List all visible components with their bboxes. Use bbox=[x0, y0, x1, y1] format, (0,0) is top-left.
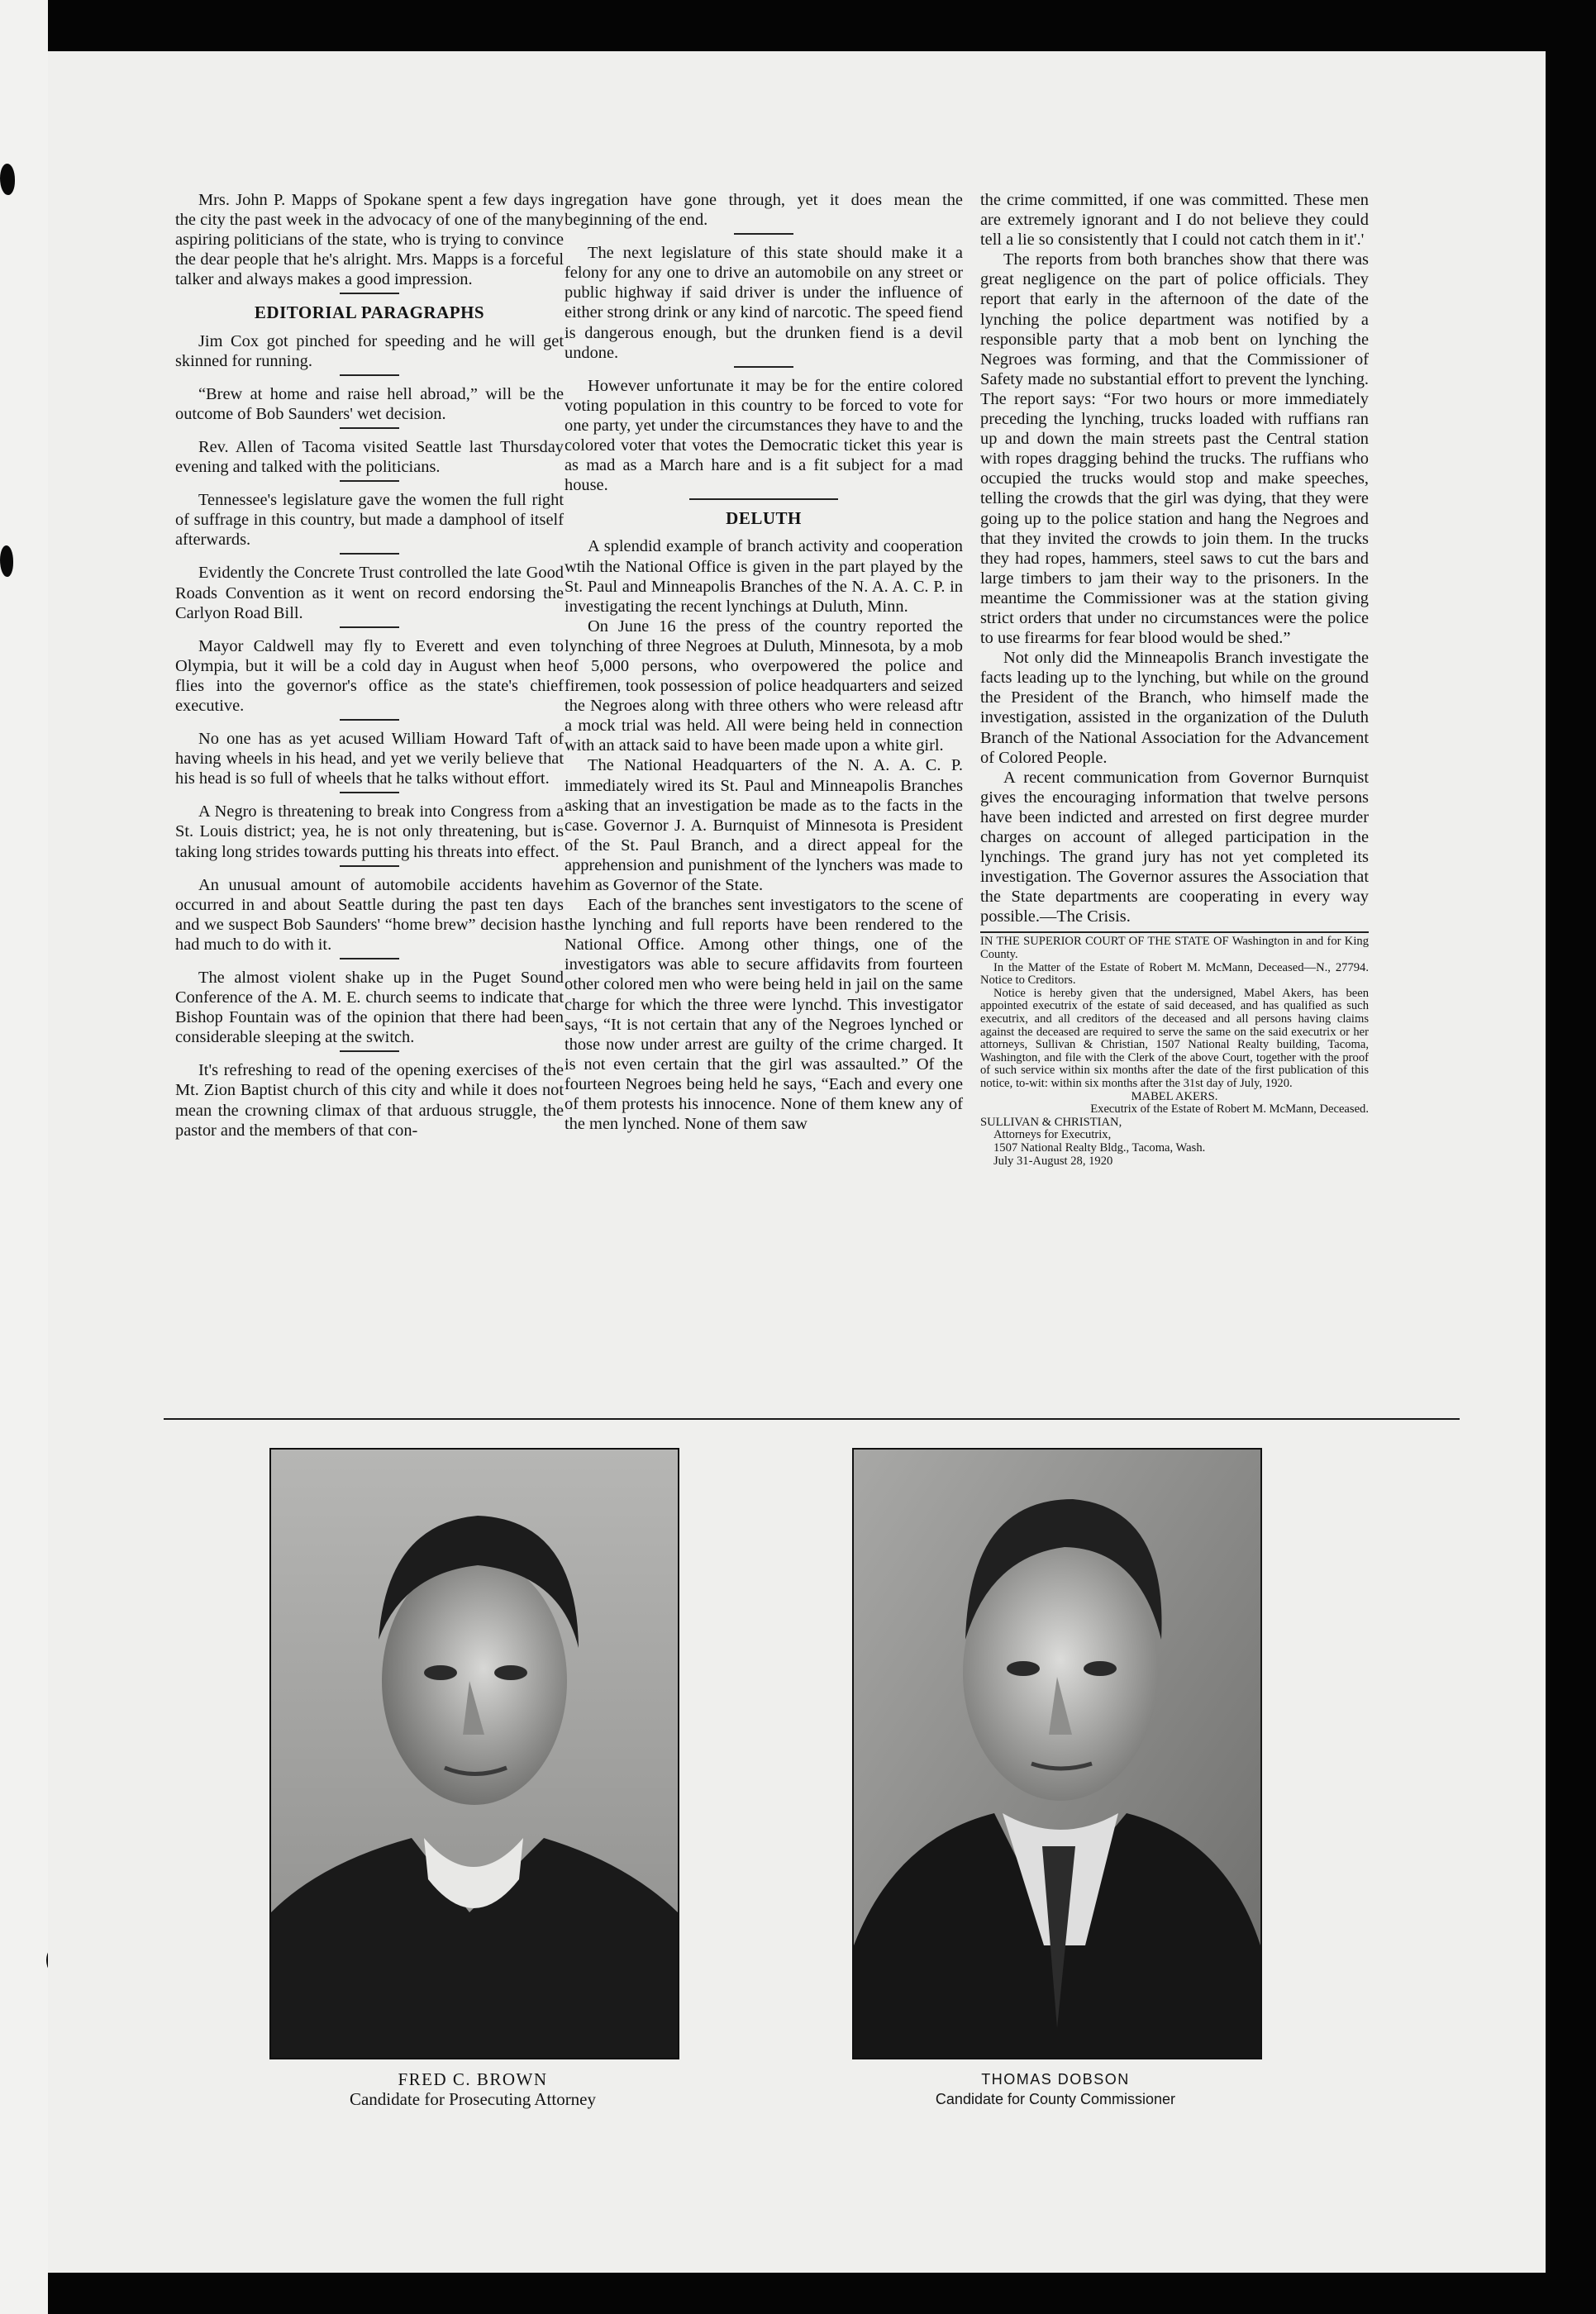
separator-rule bbox=[340, 626, 399, 628]
article-paragraph: A splendid example of branch activity and cooperation wtih the National Office is given in the part played by the St. Paul and Minneapolis Branches of the N. A. A. C. P. in investigating the recent lynchings at Duluth, Minn. bbox=[565, 537, 963, 616]
separator-rule bbox=[734, 233, 793, 235]
newspaper-page bbox=[48, 51, 1546, 2273]
article-paragraph: the crime committed, if one was committed. These men are extremely ignorant and I do not believe they could tell a lie so consistently that I could not catch them in it'.' bbox=[980, 191, 1369, 250]
article-paragraph: The National Headquarters of the N. A. A. C. P. immediately wired its St. Paul and Minneapolis Branches asking that an investigation be made as to the facts in the case. Governor J. A. Burnquist of Minnesota is President of the St. Paul Branch, and a direct appeal for the apprehension and punishment of the lynchers was made to him as Governor of the State. bbox=[565, 756, 963, 894]
legal-signer: MABEL AKERS. bbox=[1131, 1089, 1218, 1103]
legal-body: Notice is hereby given that the undersigned, Mabel Akers, has been appointed executrix of the estate of said deceased, and has qualified as such executrix, and all creditors of the deceased and all persons having claims against the deceased are required to serve the same on the said executrix or her attorneys, Sullivan & Christian, 1507 National Realty building, Tacoma, Washington, and file with the Clerk of the above Court, together with the proof of such service within six months after the date of the first publication of this notice, to-wit: within six months after the 31st day of July, 1920. bbox=[980, 986, 1369, 1090]
portrait-image bbox=[271, 1450, 678, 2058]
separator-rule bbox=[340, 792, 399, 793]
editorial-paragraph: The next legislature of this state should make it a felony for any one to drive an automobile on any street or public highway if said driver is under the influence of either strong drink or any kind of narcotic. The speed fiend is dangerous enough, but the drunken fiend is a devil undone. bbox=[565, 244, 963, 362]
editorial-paragraph: Jim Cox got pinched for speeding and he will get skinned for running. bbox=[175, 331, 564, 370]
portrait-photo bbox=[269, 1448, 679, 2059]
legal-firm: SULLIVAN & CHRISTIAN, bbox=[980, 1115, 1122, 1129]
portrait-image bbox=[854, 1450, 1260, 2058]
caption-name: FRED C. BROWN bbox=[398, 2069, 548, 2089]
photo-caption bbox=[824, 2069, 1287, 2109]
editorial-paragraph: However unfortunate it may be for the entire colored voting population in this country to be forced to vote for one party, yet under the circumstances they have to and the colored voter that votes the Democratic ticket this year is as mad as a March hare and is a fit subject for a mad house. bbox=[565, 376, 963, 495]
separator-rule bbox=[340, 865, 399, 867]
separator-rule bbox=[734, 366, 793, 368]
article-paragraph: A recent communication from Governor Burnquist gives the encouraging information that twelve persons have been indicted and arrested on first degree murder charges on account of alleged participation in the lynchings. The grand jury has not yet completed its investigation. The Governor assures the Association that the State departments are cooperating in every way possible.—The Crisis. bbox=[980, 768, 1369, 926]
article-paragraph: On June 16 the press of the country reported the lynching of three Negroes at Duluth, Minnesota, by a mob of 5,000 persons, who overpowered the police and firemen, took possession of police headquarters and seized the Negroes along with three others who were releasd aftr a mock trial was held. All were being held in connection with an attack said to have been made upon a white girl. bbox=[565, 617, 963, 755]
editorial-paragraph: Mayor Caldwell may fly to Everett and even to Olympia, but it will be a cold day in August when he flies into the governor's office as the state's chief executive. bbox=[175, 636, 564, 715]
legal-firm-address: 1507 National Realty Bldg., Tacoma, Wash. bbox=[993, 1140, 1206, 1155]
editorial-paragraph: “Brew at home and raise hell abroad,” will be the outcome of Bob Saunders' wet decision. bbox=[175, 384, 564, 423]
legal-firm-role: Attorneys for Executrix, bbox=[993, 1128, 1112, 1142]
separator-rule bbox=[340, 958, 399, 959]
separator-rule bbox=[340, 480, 399, 482]
legal-dates: July 31-August 28, 1920 bbox=[993, 1154, 1113, 1168]
editorial-paragraph: It's refreshing to read of the opening exercises of the Mt. Zion Baptist church of this city and while it does not mean the crowning climax of that arduous struggle, the pastor and the members of that con- bbox=[175, 1061, 564, 1140]
article-paragraph: Not only did the Minneapolis Branch investigate the facts leading up to the lynching, but while on the ground the President of the Branch, who himself made the investigation, assisted in the organization of the Duluth Branch of the National Association for the Advancement of Colored People. bbox=[980, 649, 1369, 767]
legal-matter: In the Matter of the Estate of Robert M. McMann, Deceased—N., 27794. Notice to Creditors. bbox=[980, 960, 1369, 988]
editorial-paragraph: A Negro is threatening to break into Congress from a St. Louis district; yea, he is not only threatening, but is taking long strides towards putting his threats into effect. bbox=[175, 802, 564, 861]
editorial-paragraph: gregation have gone through, yet it does mean the beginning of the end. bbox=[565, 191, 963, 230]
separator-rule bbox=[689, 498, 838, 500]
editorial-paragraph: No one has as yet acused William Howard Taft of having wheels in his head, and yet we verily believe that his head is so full of wheels that he talks without effort. bbox=[175, 730, 564, 788]
legal-heading: IN THE SUPERIOR COURT OF THE STATE OF Washington in and for King County. bbox=[980, 935, 1369, 962]
portrait-photo bbox=[852, 1448, 1262, 2059]
legal-signer-title: Executrix of the Estate of Robert M. McMann, Deceased. bbox=[1090, 1102, 1369, 1117]
section-heading-editorial: EDITORIAL PARAGRAPHS bbox=[254, 302, 485, 323]
section-heading-deluth: DELUTH bbox=[726, 508, 802, 529]
photo-caption bbox=[241, 2069, 704, 2109]
editorial-paragraph: Evidently the Concrete Trust controlled the late Good Roads Convention as it went on record endorsing the Carlyon Road Bill. bbox=[175, 564, 564, 622]
editorial-paragraph: Tennessee's legislature gave the women the full right of suffrage in this country, but made a damphool of itself afterwards. bbox=[175, 491, 564, 550]
editorial-paragraph: The almost violent shake up in the Puget Sound Conference of the A. M. E. church seems to indicate that Bishop Fountain was of the opinion that there had been considerable sleeping at the switch. bbox=[175, 969, 564, 1047]
separator-rule bbox=[340, 374, 399, 376]
scan-margin bbox=[0, 0, 48, 2314]
article-paragraph: The reports from both branches show that there was great negligence on the part of police officials. They report that early in the afternoon of the date of the lynching the police department was notified by a responsible party that a mob bent on lynching the Negroes was forming, and that the Commissioner of Safety made no substantial effort to prevent the lynching. The report says: “For two hours or more immediately preceding the lynching, trucks loaded with ruffians ran up and down the main streets past the Central station with ropes dragging behind the trucks. The ruffians who occupied the trucks would stop and make speeches, telling the crowds that the girl was dying, that they were going up to the police station and hang the Negroes and that they invited the crowds to join them. In the trucks they had ropes, hammers, steel saws to cut the bars and large timbers to jam their way to the prisoners. In the meantime the Commissioner was at the station giving strict orders that under no circumstances were the police to use firearms for fear blood would be shed.” bbox=[980, 250, 1369, 648]
intro-paragraph: Mrs. John P. Mapps of Spokane spent a few days in the city the past week in the advocacy of one of the many aspiring politicians of the state, who is trying to convince the dear people that he's alright. Mrs. Mapps is a forceful talker and always makes a good impression. bbox=[175, 191, 564, 289]
legal-notice bbox=[980, 931, 1369, 1168]
caption-role: Candidate for Prosecuting Attorney bbox=[349, 2089, 597, 2109]
caption-name: THOMAS DOBSON bbox=[981, 2071, 1130, 2088]
separator-rule bbox=[340, 427, 399, 429]
article-paragraph: Each of the branches sent investigators to the scene of the lynching and full reports have been rendered to the National Office. Among other things, one of the investigators was able to secure affidavits from fourteen other colored men who were being held in jail on the same charge for which the three were lynchd. This investigator says, “It is not certain that any of the Negroes lynched or those now under arrest are guilty of the crime charged. It is not even certain that the girl was assaulted.” Of the fourteen Negroes being held he says, “Each and every one of them protests his innocence. None of them knew any of the men lynched. None of them saw bbox=[565, 896, 963, 1134]
column-1 bbox=[175, 190, 564, 1140]
separator-rule bbox=[340, 719, 399, 721]
binding-hole bbox=[0, 164, 15, 195]
editorial-paragraph: Rev. Allen of Tacoma visited Seattle last Thursday evening and talked with the politicians. bbox=[175, 437, 564, 477]
separator-rule bbox=[340, 1050, 399, 1052]
separator-rule bbox=[340, 553, 399, 555]
column-3 bbox=[980, 190, 1369, 1168]
column-2 bbox=[565, 190, 963, 1134]
section-divider-rule bbox=[164, 1418, 1460, 1420]
separator-rule bbox=[340, 293, 399, 294]
editorial-paragraph: An unusual amount of automobile accidents have occurred in and about Seattle during the past ten days and we suspect Bob Saunders' “home brew” decision has had much to do with it. bbox=[175, 875, 564, 954]
binding-hole bbox=[0, 545, 13, 577]
caption-role: Candidate for County Commissioner bbox=[935, 2091, 1176, 2107]
